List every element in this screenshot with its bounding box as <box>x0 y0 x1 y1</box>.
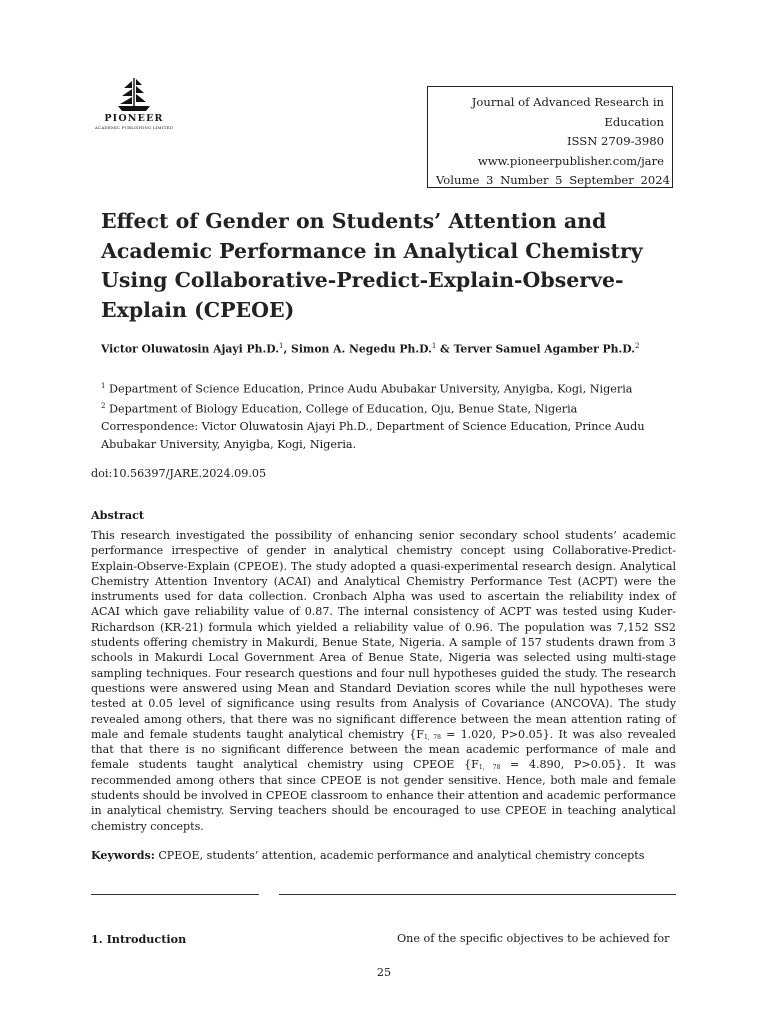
journal-name-line2: Education <box>604 114 664 129</box>
keywords-text: CPEOE, students’ attention, academic performance and analytical chemistry concepts <box>154 849 645 862</box>
journal-volume: Volume 3 Number 5 September 2024 <box>436 173 670 187</box>
ship-icon <box>114 76 154 112</box>
section-heading-introduction: 1. Introduction <box>91 932 187 946</box>
logo-subtitle: ACADEMIC PUBLISHING LIMITED <box>94 125 174 130</box>
abstract-text: This research investigated the possibility of enhancing senior secondary school students’ academic performance irrespective of gender in analytical chemistry concept using Collaborative-Predict-Explain-Observe-Explain (CPEOE). The study adopted a quasi-experimental research design. Analytical Chemistry Attention Inventory (ACAI) and Analytical Chemistry Performance Test (ACPT) were the instruments used for data collection. Cronbach Alpha was used to ascertain the reliability index of ACAI which gave reliability value of 0.87. The internal consistency of ACPT was tested using Kuder-Richardson (KR-21) formula which yielded a reliability value of 0.96. The population was 7,152 SS2 students offering chemistry in Makurdi, Benue State, Nigeria. A sample of 157 students drawn from 3 schools in Makurdi Local Government Area of Benue State, Nigeria was selected using multi-stage sampling techniques. Four research questions and four null hypotheses guided the study. The research questions were answered using Mean and Standard Deviation scores while the null hypotheses were tested at 0.05 level of significance using results from Analysis of Covariance (ANCOVA). The study revealed among others, that there was no significant difference between the mean attention rating of male and female students taught analytical chemistry {F <box>91 529 676 741</box>
divider-right <box>279 894 676 895</box>
right-column-text: One of the specific objectives to be achieved for <box>397 932 670 945</box>
divider-left <box>91 894 259 895</box>
author-separator: & <box>436 342 454 356</box>
author-name: Terver Samuel Agamber Ph.D. <box>453 342 635 356</box>
author-name: Victor Oluwatosin Ajayi Ph.D. <box>101 342 280 356</box>
journal-url[interactable]: www.pioneerpublisher.com/jare <box>477 153 664 168</box>
publisher-logo <box>88 76 180 130</box>
author-name: Simon A. Negedu Ph.D. <box>291 342 432 356</box>
affiliation-1 <box>101 378 676 398</box>
abstract-text: = 1.020, P>0.05}. It was also revealed that that there is no significant difference between the mean academic performance of male and female students taught analytical chemistry using CPEOE {F <box>91 727 676 772</box>
affiliation-2 <box>101 398 676 418</box>
paper-title: Effect of Gender on Students’ Attention and Academic Performance in Analytical Chemistry Using Collaborative-Predict-Explain-Observe-Explain (CPEOE) <box>101 209 643 322</box>
doi[interactable]: doi:10.56397/JARE.2024.09.05 <box>91 467 267 480</box>
abstract-text: = 4.890, P>0.05}. It was recommended among others that since CPEOE is not gender sensitive. Hence, both male and female students should be involved in CPEOE classroom to enhance their attention and academic performance in analytical chemistry. Serving teachers should be encouraged to use CPEOE in teaching analytical chemistry concepts. <box>91 758 676 833</box>
correspondence: Correspondence: Victor Oluwatosin Ajayi Ph.D., Department of Science Education, Prince Audu Abubakar University, Anyigba, Kogi, Nigeria. <box>101 420 645 451</box>
page-number: 25 <box>376 966 392 979</box>
author-separator: , <box>283 342 292 356</box>
f-subscript: 1, 78 <box>423 733 441 741</box>
affiliation-mark: 1 <box>101 382 106 390</box>
author-affiliation-mark: 1 <box>279 342 284 350</box>
journal-issn: ISSN 2709-3980 <box>566 134 664 148</box>
journal-name-line1: Journal of Advanced Research in <box>471 95 664 109</box>
journal-info-box <box>427 86 673 188</box>
affiliation-text: Department of Science Education, Prince Audu Abubakar University, Anyigba, Kogi, Nigeria <box>105 382 633 396</box>
affiliation-text: Department of Biology Education, College of Education, Oju, Benue State, Nigeria <box>105 402 578 416</box>
affiliation-mark: 2 <box>101 402 106 411</box>
author-list <box>101 342 639 356</box>
author-affiliation-mark: 2 <box>634 342 640 350</box>
keywords <box>91 849 676 862</box>
keywords-label: Keywords: <box>91 849 155 862</box>
f-subscript: 1, 78 <box>478 764 501 772</box>
abstract-body <box>91 528 676 834</box>
abstract-heading: Abstract <box>91 508 145 522</box>
affiliations <box>101 378 676 453</box>
logo-brand: PIONEER <box>104 113 164 124</box>
author-affiliation-mark: 1 <box>431 342 437 350</box>
